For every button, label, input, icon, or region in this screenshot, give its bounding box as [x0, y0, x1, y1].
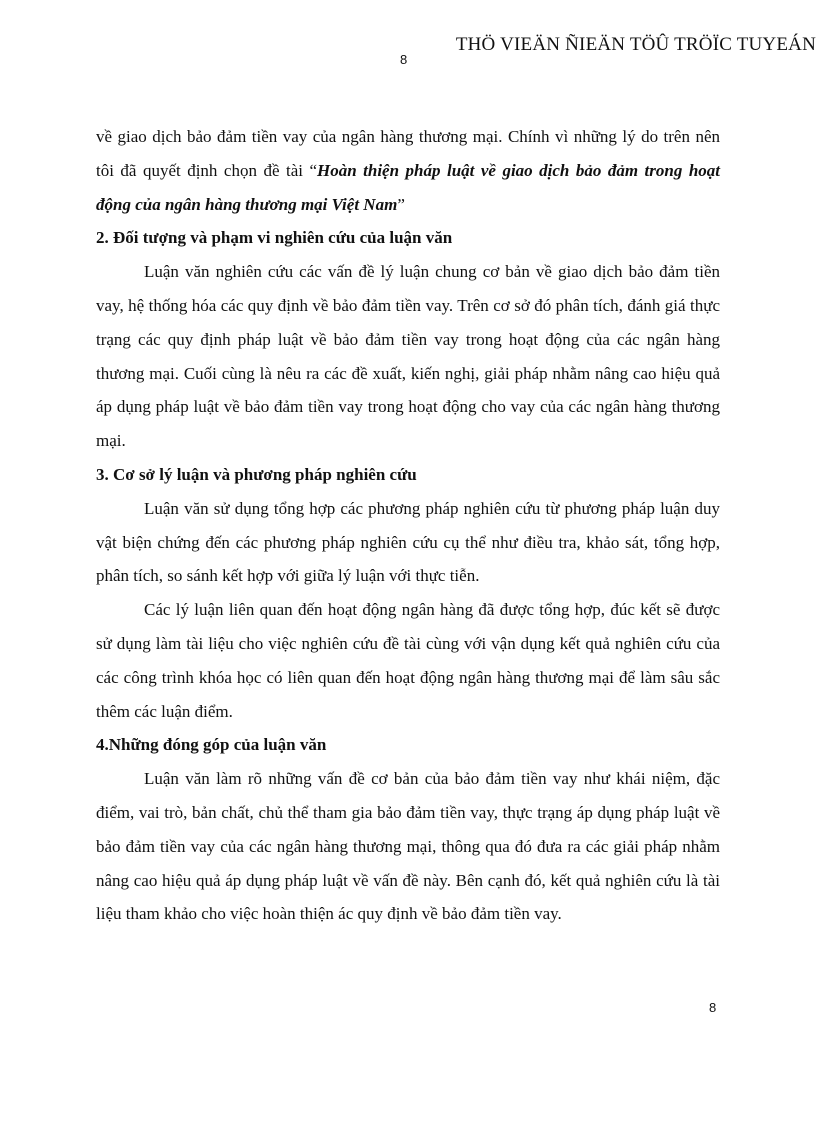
section-2-paragraph: Luận văn nghiên cứu các vấn đề lý luận chung cơ bản về giao dịch bảo đảm tiền vay, hệ thống hóa các quy định về bảo đảm tiền vay. Trên cơ sở đó phân tích, đánh giá thực trạng các quy định pháp luật về bảo đảm tiền vay trong hoạt động của các ngân hàng thương mại. Cuối cùng là nêu ra các đề xuất, kiến nghị, giải pháp nhằm nâng cao hiệu quả áp dụng pháp luật về bảo đảm tiền vay trong hoạt động cho vay của các ngân hàng thương mại.: [96, 262, 720, 451]
intro-text: về giao dịch bảo đảm tiền vay của ngân hàng thương mại. Chính vì những lý do trên nên tôi đã quyết định chọn đề tài “: [96, 127, 720, 180]
section-4-heading: 4.Những đóng góp của luận văn: [96, 735, 327, 755]
section-3-paragraph-2: Các lý luận liên quan đến hoạt động ngân hàng đã được tổng hợp, đúc kết sẽ được sử dụng làm tài liệu cho việc nghiên cứu đề tài cùng với vận dụng kết quả nghiên cứu của các công trình khóa học có liên quan đến hoạt động ngân hàng thương mại để làm sâu sắc thêm các luận điểm.: [96, 600, 720, 721]
library-header-title: THÖ VIEÄN ÑIEÄN TÖÛ TRÖÏC TUYEÁN: [455, 34, 816, 55]
page-number-bottom: 8: [709, 1000, 717, 1015]
thesis-topic-title: Hoàn thiện pháp luật về giao dịch bảo đảm trong hoạt động của ngân hàng thương mại Việt Nam: [96, 160, 720, 214]
intro-paragraph: [96, 120, 720, 221]
intro-closing-quote: ”: [397, 194, 405, 214]
document-body: [96, 120, 720, 931]
section-3-heading: 3. Cơ sở lý luận và phương pháp nghiên cứu: [96, 464, 417, 484]
page-number-top: 8: [400, 52, 408, 67]
section-2-heading: 2. Đối tượng và phạm vi nghiên cứu của luận văn: [96, 228, 453, 248]
section-3-paragraph-1: Luận văn sử dụng tổng hợp các phương pháp nghiên cứu từ phương pháp luận duy vật biện chứng đến các phương pháp nghiên cứu cụ thể như điều tra, khảo sát, tổng hợp, phân tích, so sánh kết hợp với giữa lý luận với thực tiễn.: [96, 498, 720, 586]
section-4-paragraph: Luận văn làm rõ những vấn đề cơ bản của bảo đảm tiền vay như khái niệm, đặc điểm, vai trò, bản chất, chủ thể tham gia bảo đảm tiền vay, thực trạng áp dụng pháp luật về bảo đảm tiền vay của các ngân hàng thương mại, thông qua đó đưa ra các giải pháp nhằm nâng cao hiệu quả áp dụng pháp luật về vấn đề này. Bên cạnh đó, kết quả nghiên cứu là tài liệu tham khảo cho việc hoàn thiện ác quy định về bảo đảm tiền vay.: [96, 769, 720, 924]
